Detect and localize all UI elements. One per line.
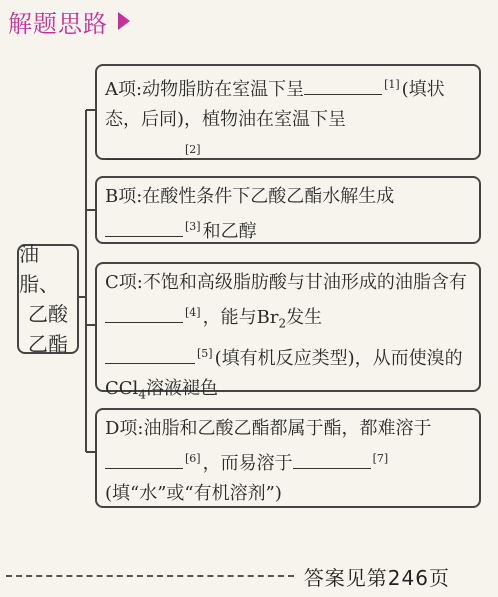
item-b-lead: B项:在酸性条件下乙酸乙酯水解生成	[105, 186, 395, 207]
blank-4[interactable]	[105, 306, 183, 323]
item-a-lead: A项:动物脂肪在室温下呈	[105, 79, 305, 100]
item-c-mid2: 发生	[286, 307, 323, 328]
blank-number-4: [4]	[185, 306, 201, 319]
item-c-mid1: ，能与Br	[202, 307, 279, 328]
blank-number-2: [2]	[185, 143, 201, 156]
root-line-3: 乙酯	[28, 332, 68, 356]
item-d-tail: (填“水”或“有机溶剂”)	[105, 483, 282, 504]
item-d-mid: ，而易溶于	[202, 453, 293, 474]
item-c-sub2: 4	[138, 387, 146, 402]
item-b-box	[95, 176, 481, 244]
item-d-lead: D项:油脂和乙酸乙酯都属于酯，都难溶于	[105, 418, 432, 439]
root-topic-box	[17, 244, 79, 354]
answer-footer	[0, 562, 498, 590]
item-c-box	[95, 262, 481, 402]
section-title: 解题思路	[8, 9, 108, 38]
blank-2[interactable]	[105, 143, 183, 160]
answer-page-reference: 答案见第246页	[303, 565, 450, 590]
blank-number-7: [7]	[372, 452, 389, 465]
item-a-box	[95, 64, 481, 160]
item-c-tail: 溶液褪色	[145, 377, 218, 399]
root-line-2: 乙酸	[28, 302, 68, 326]
item-a-mid: (填状态，后同)，植物油在室温下呈	[105, 79, 445, 130]
blank-1[interactable]	[304, 78, 382, 95]
blank-number-5: [5]	[197, 346, 213, 360]
blank-number-6: [6]	[185, 452, 201, 465]
root-line-1: 油脂、	[19, 242, 59, 296]
item-c-lead: C项:不饱和高级脂肪酸与甘油形成的油脂含有	[105, 272, 467, 293]
blank-number-1: [1]	[384, 78, 400, 91]
item-c-mid3: (填有机反应类型)，从而使溴的CCl	[105, 347, 463, 399]
item-d-box	[95, 408, 481, 508]
blank-5[interactable]	[105, 347, 195, 364]
item-c-sub1: 2	[278, 316, 287, 331]
blank-3[interactable]	[105, 220, 183, 237]
blank-number-3: [3]	[185, 220, 201, 233]
dashed-divider	[6, 575, 294, 577]
blank-7[interactable]	[293, 452, 371, 469]
blank-6[interactable]	[105, 452, 183, 469]
item-b-tail: 和乙醇	[202, 221, 257, 242]
